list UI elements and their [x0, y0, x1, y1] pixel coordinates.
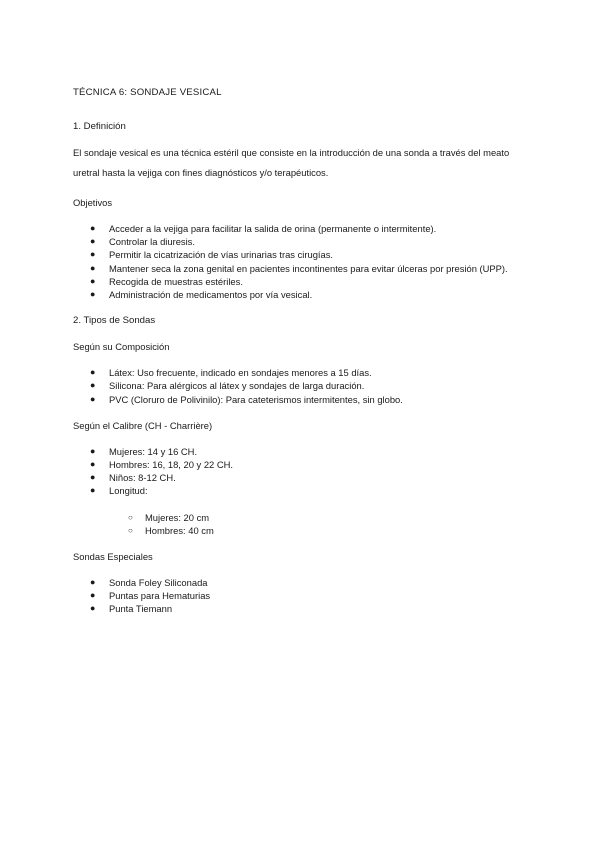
list-item-text: Acceder a la vejiga para facilitar la salida de orina (permanente o intermitente).	[109, 223, 437, 234]
section-heading-tipos-de-sondas: 2. Tipos de Sondas	[73, 315, 156, 327]
section-heading-definicion: 1. Definición	[73, 121, 126, 132]
bullet-icon: ●	[90, 249, 96, 260]
list-item	[73, 275, 533, 288]
list-item-text: Controlar la diuresis.	[109, 236, 195, 248]
bullet-icon: ●	[90, 459, 96, 470]
list-item-text: Recogida de muestras estériles.	[109, 275, 243, 287]
list-item	[73, 589, 533, 602]
bullet-icon: ●	[90, 223, 96, 233]
list-item	[73, 471, 533, 484]
list-item-text: Administración de medicamentos por vía vesical.	[109, 289, 313, 301]
subheading-composicion: Según su Composición	[73, 341, 170, 353]
list-item	[73, 484, 533, 537]
list-item	[73, 262, 533, 275]
list-item	[73, 393, 533, 406]
list-item-text: Hombres: 40 cm	[145, 524, 214, 536]
bullet-icon: ●	[90, 603, 96, 614]
list-item-text: Puntas para Hematurias	[109, 590, 211, 602]
bullet-icon: ●	[90, 577, 96, 588]
list-item	[73, 524, 533, 537]
list-item-text: Longitud:	[109, 485, 148, 497]
subheading-objetivos: Objetivos	[73, 197, 113, 208]
bullet-icon: ●	[90, 472, 96, 483]
list-item	[73, 379, 533, 392]
list-item-text: Sonda Foley Siliconada	[109, 577, 208, 589]
list-item-text: Niños: 8-12 CH.	[109, 472, 176, 484]
objetivos-list	[73, 222, 533, 301]
circle-bullet-icon: ○	[128, 512, 133, 522]
especiales-list	[73, 576, 533, 616]
document-content	[73, 86, 533, 629]
list-item-text: Mantener seca la zona genital en pacientes incontinentes para evitar úlceras por presión (UPP).	[109, 262, 508, 274]
composicion-list	[73, 366, 533, 406]
bullet-icon: ●	[90, 445, 96, 456]
bullet-icon: ●	[90, 262, 96, 273]
list-item	[73, 248, 533, 261]
list-item-text: Hombres: 16, 18, 20 y 22 CH.	[109, 459, 234, 471]
list-item-text: Punta Tiemann	[109, 603, 173, 615]
list-item-text: Mujeres: 20 cm	[145, 511, 210, 523]
document-title: TÉCNICA 6: SONDAJE VESICAL	[73, 87, 222, 98]
list-item	[73, 366, 533, 379]
longitud-list	[73, 511, 533, 537]
bullet-icon: ●	[90, 590, 96, 601]
list-item-text: Látex: Uso frecuente, indicado en sondajes menores a 15 días.	[109, 367, 372, 379]
subheading-calibre: Según el Calibre (CH - Charrière)	[73, 419, 213, 431]
list-item	[73, 235, 533, 248]
bullet-icon: ●	[90, 367, 96, 378]
list-item	[73, 288, 533, 301]
bullet-icon: ●	[90, 393, 96, 404]
bullet-icon: ●	[90, 380, 96, 391]
bullet-icon: ●	[90, 236, 96, 247]
list-item	[73, 445, 533, 458]
list-item	[73, 458, 533, 471]
subheading-sondas-especiales: Sondas Especiales	[73, 551, 153, 563]
list-item-text: Mujeres: 14 y 16 CH.	[109, 445, 198, 457]
list-item-text: PVC (Cloruro de Polivinilo): Para cateterismos intermitentes, sin globo.	[109, 393, 403, 405]
bullet-icon: ●	[90, 485, 96, 496]
list-item	[73, 222, 533, 235]
list-item-text: Silicona: Para alérgicos al látex y sondajes de larga duración.	[109, 380, 365, 392]
list-item	[73, 576, 533, 589]
list-item	[73, 511, 533, 524]
bullet-icon: ●	[90, 275, 96, 286]
definition-paragraph: El sondaje vesical es una técnica estéril que consiste en la introducción de una sonda a través del meato uretral hasta la vejiga con fines diagnósticos y/o terapéuticos.	[73, 147, 510, 178]
bullet-icon: ●	[90, 289, 96, 300]
list-item	[73, 602, 533, 615]
list-item-text: Permitir la cicatrización de vías urinarias tras cirugías.	[109, 249, 334, 261]
circle-bullet-icon: ○	[128, 525, 133, 535]
calibre-list	[73, 445, 533, 537]
